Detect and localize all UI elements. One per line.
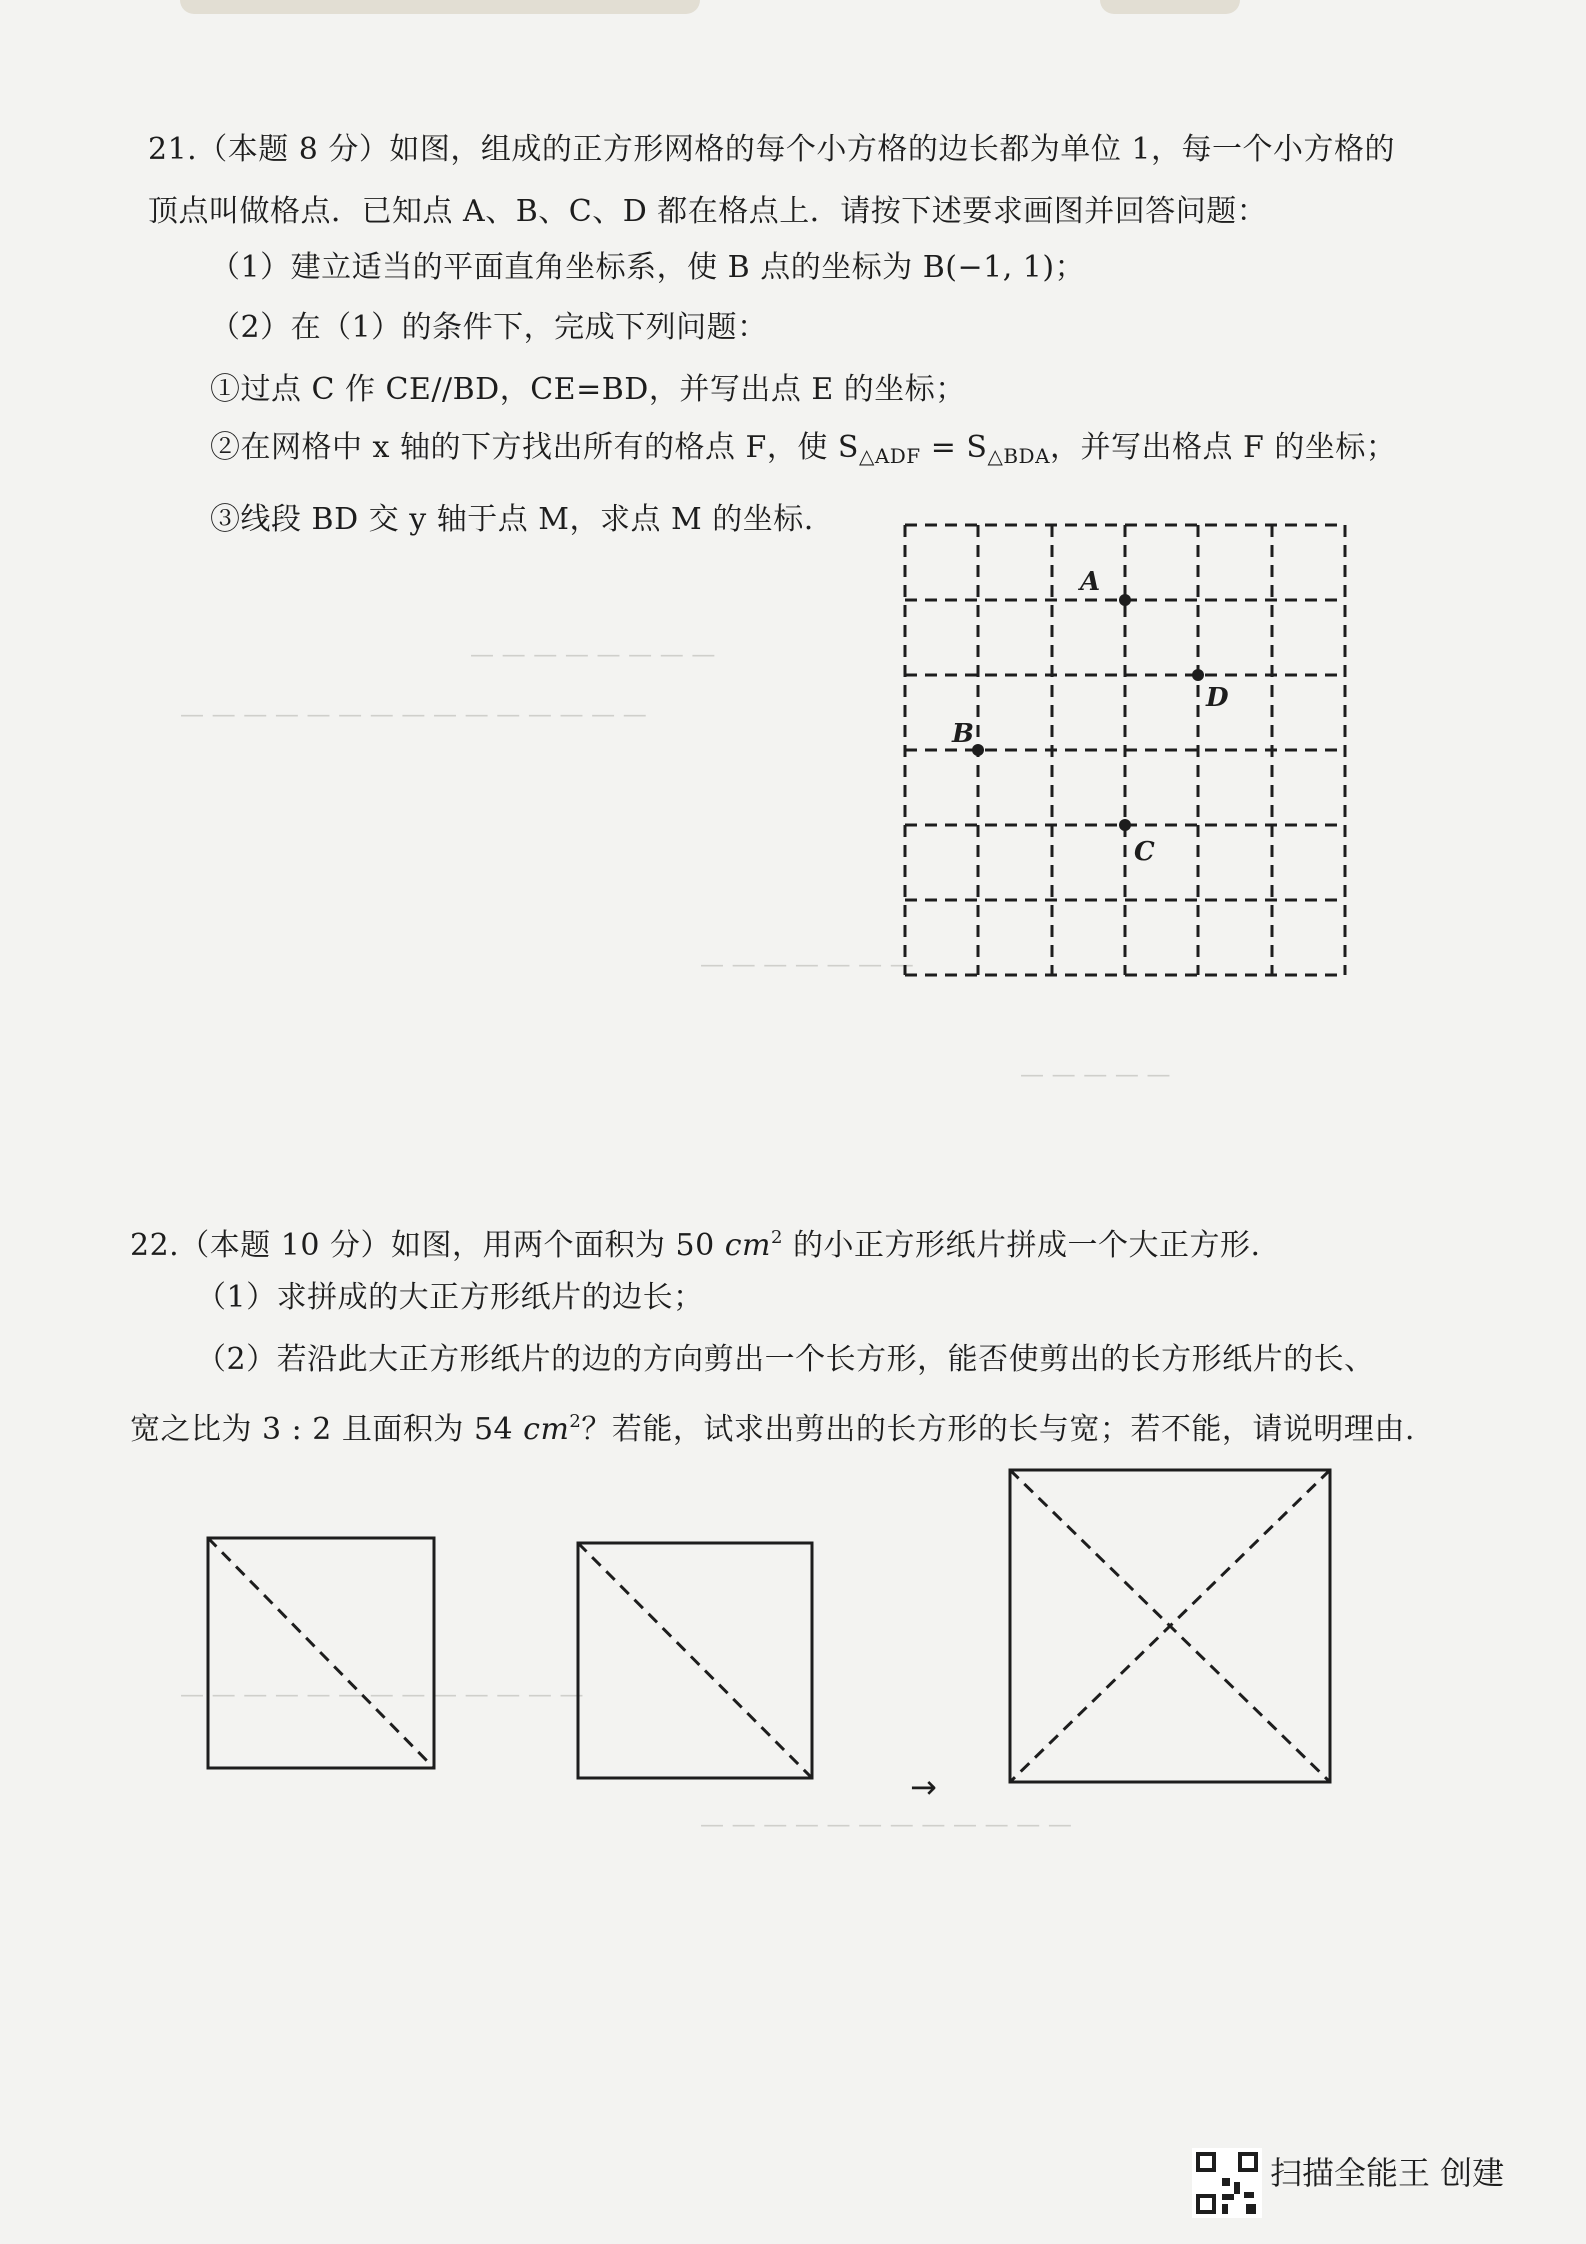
q22-line4-sup: 2 (569, 1411, 582, 1432)
qr-module (1246, 2204, 1256, 2214)
q22-line1-unit: cm (724, 1228, 771, 1263)
q22-line4-unit: cm (523, 1412, 570, 1447)
bleed-through-mark: — — — — — — — — — — — — — — — (180, 700, 647, 728)
q22-part1: （1）求拼成的大正方形纸片的边长； (196, 1280, 704, 1315)
square-diagonal (578, 1543, 812, 1778)
small-square-1 (208, 1538, 434, 1768)
q21-part2: （2）在（1）的条件下，完成下列问题： (210, 310, 768, 345)
qr-module (1222, 2178, 1230, 2186)
q21-sub2-subscript2: △BDA (987, 444, 1051, 468)
qr-module (1222, 2194, 1234, 2200)
label-d: D (1206, 683, 1229, 713)
q21-sub2-text-b: = S (920, 430, 988, 465)
qr-finder-inner (1200, 2156, 1212, 2168)
bleed-through-mark: — — — — — — — — — — — — (700, 1810, 1072, 1838)
q21-sub2-subscript1: △ADF (858, 444, 921, 468)
q21-sub2-text-c: ，并写出格点 F 的坐标； (1050, 430, 1397, 465)
bleed-through-mark: — — — — — (1020, 1060, 1171, 1088)
q22-line1-text-a: 22.（本题 10 分）如图，用两个面积为 50 (130, 1228, 725, 1263)
qr-finder-inner (1200, 2198, 1212, 2210)
bleed-through-mark: — — — — — — — — — — — — — (180, 1680, 584, 1708)
q22-line1-text-b: 的小正方形纸片拼成一个大正方形. (782, 1228, 1261, 1263)
point-a (1119, 594, 1131, 606)
bleed-through-mark: — — — — — — — — (470, 640, 716, 668)
q21-line1: 21.（本题 8 分）如图，组成的正方形网格的每个小方格的边长都为单位 1，每一个小方格的 (148, 132, 1395, 167)
q21-sub3: ③线段 BD 交 y 轴于点 M，求点 M 的坐标. (210, 502, 814, 537)
qr-code-icon (1192, 2148, 1262, 2218)
qr-module (1222, 2204, 1228, 2214)
q22-line1-sup: 2 (770, 1227, 783, 1248)
square-diagonal (208, 1538, 434, 1768)
label-a: A (1080, 567, 1101, 597)
q22-line4-text-a: 宽之比为 3 : 2 且面积为 54 (130, 1412, 524, 1447)
q22-line4-text-b: ？若能，试求出剪出的长方形的长与宽；若不能，请说明理由. (581, 1412, 1415, 1447)
qr-module (1234, 2182, 1240, 2194)
q21-grid (905, 525, 1345, 975)
scanner-watermark (1270, 2148, 1504, 2194)
point-d (1192, 669, 1204, 681)
q21-part1: （1）建立适当的平面直角坐标系，使 B 点的坐标为 B(−1, 1)； (210, 250, 1086, 285)
q21-sub2-text-a: ②在网格中 x 轴的下方找出所有的格点 F，使 S (210, 430, 859, 465)
q21-line2: 顶点叫做格点．已知点 A、B、C、D 都在格点上．请按下述要求画图并回答问题： (148, 194, 1268, 229)
bleed-through-mark: — — — — — — — (700, 950, 914, 978)
small-square-2 (578, 1543, 812, 1778)
qr-finder-inner (1242, 2156, 1254, 2168)
q21-points (972, 594, 1204, 831)
arrow-icon: → (910, 1768, 937, 1806)
qr-module (1244, 2192, 1254, 2198)
q22-part2: （2）若沿此大正方形纸片的边的方向剪出一个长方形，能否使剪出的长方形纸片的长、 (196, 1342, 1375, 1377)
point-c (1119, 819, 1131, 831)
large-square (1010, 1470, 1330, 1782)
scanner-brand: 扫描全能王 创建 (1270, 2154, 1505, 2192)
label-c: C (1134, 837, 1155, 867)
label-b: B (952, 719, 974, 749)
q21-sub1: ①过点 C 作 CE//BD，CE=BD，并写出点 E 的坐标； (210, 372, 966, 407)
